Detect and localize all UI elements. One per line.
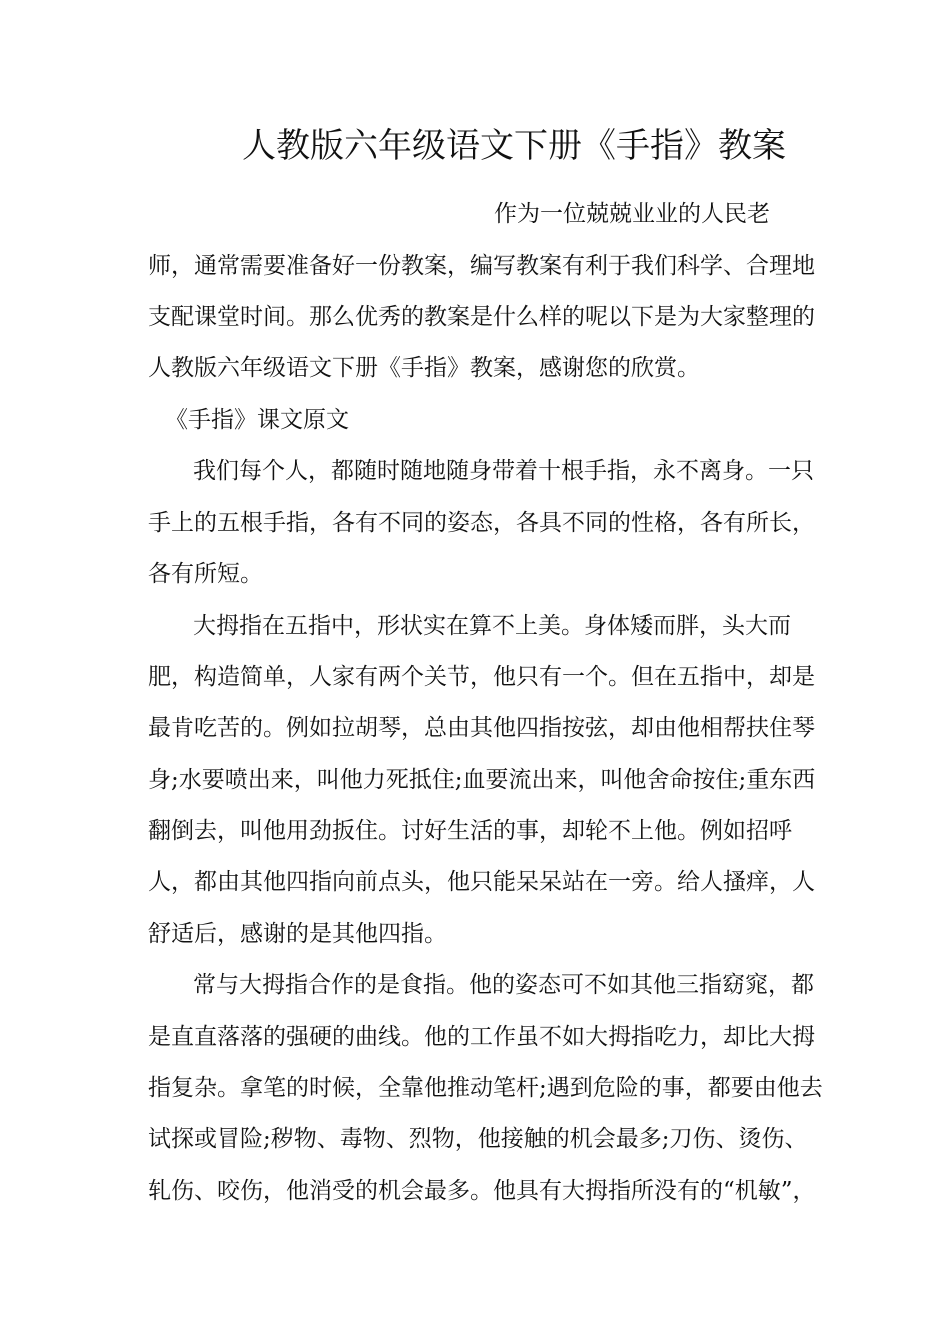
paragraph3-line-1: 常与大拇指合作的是食指。他的姿态可不如其他三指窈窕，都: [193, 972, 814, 998]
paragraph2-line-1: 大拇指在五指中，形状实在算不上美。身体矮而胖，头大而: [193, 613, 791, 639]
document-title: 人教版六年级语文下册《手指》教案: [242, 126, 786, 166]
paragraph2-line-6: 人，都由其他四指向前点头，他只能呆呆站在一旁。给人搔痒，人: [148, 869, 815, 895]
paragraph1-line-1: 我们每个人，都随时随地随身带着十根手指，永不离身。一只: [193, 458, 814, 484]
paragraph3-line-2: 是直直落落的强硬的曲线。他的工作虽不如大拇指吃力，却比大拇: [148, 1024, 815, 1050]
paragraph2-line-4: 身;水要喷出来，叫他力死抵住;血要流出来，叫他舍命按住;重东西: [148, 767, 816, 793]
intro-line-2: 师，通常需要准备好一份教案，编写教案有利于我们科学、合理地: [148, 253, 815, 279]
intro-line-4: 人教版六年级语文下册《手指》教案，感谢您的欣赏。: [148, 355, 700, 381]
paragraph3-line-4: 试探或冒险;秽物、毒物、烈物，他接触的机会最多;刀伤、烫伤、: [148, 1126, 808, 1152]
paragraph3-line-3: 指复杂。拿笔的时候，全靠他推动笔杆;遇到危险的事，都要由他去: [148, 1075, 823, 1101]
paragraph3-line-5: 轧伤、咬伤，他消受的机会最多。他具有大拇指所没有的“机敏”，: [148, 1178, 816, 1204]
paragraph1-line-2: 手上的五根手指，各有不同的姿态，各具不同的性格，各有所长，: [148, 510, 815, 536]
intro-line-1: 作为一位兢兢业业的人民老: [494, 201, 770, 227]
section-heading: 《手指》课文原文: [165, 407, 349, 433]
intro-line-3: 支配课堂时间。那么优秀的教案是什么样的呢以下是为大家整理的: [148, 304, 815, 330]
paragraph2-line-5: 翻倒去，叫他用劲扳住。讨好生活的事，却轮不上他。例如招呼: [148, 818, 792, 844]
paragraph2-line-3: 最肯吃苦的。例如拉胡琴，总由其他四指按弦，却由他相帮扶住琴: [148, 715, 815, 741]
paragraph2-line-2: 肥，构造简单，人家有两个关节，他只有一个。但在五指中，却是: [148, 664, 815, 690]
paragraph1-line-3: 各有所短。: [148, 561, 263, 587]
paragraph2-line-7: 舒适后，感谢的是其他四指。: [148, 921, 447, 947]
